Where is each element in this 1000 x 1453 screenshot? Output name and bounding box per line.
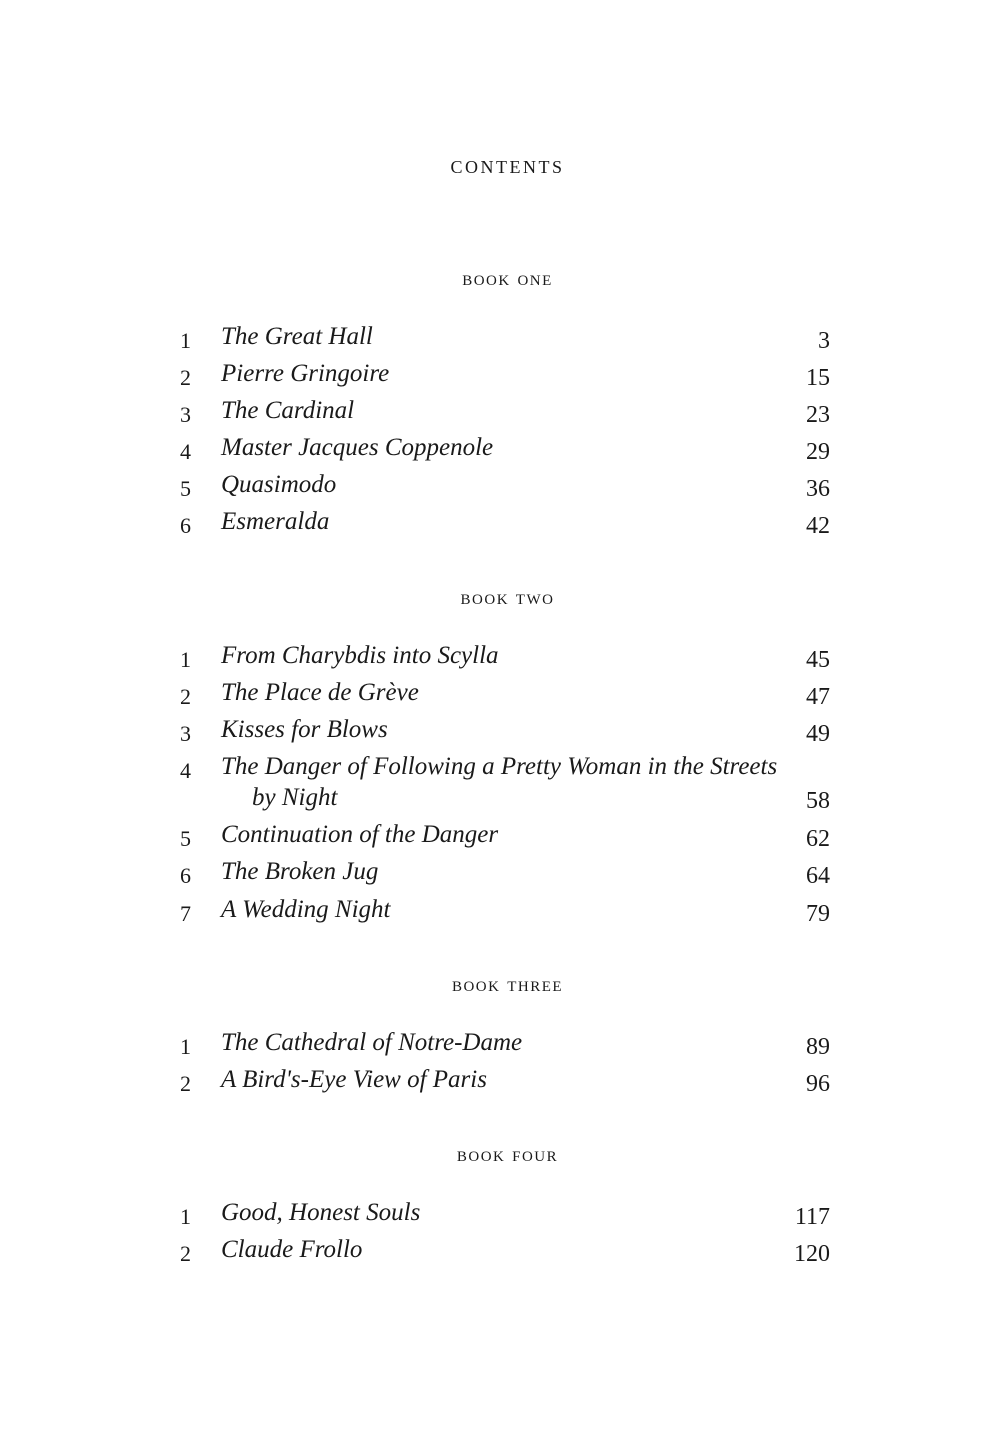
chapter-title: Claude Frollo	[221, 1236, 363, 1263]
chapter-number: 6	[180, 863, 191, 888]
page-number: 42	[806, 513, 830, 539]
chapter-number: 3	[180, 721, 191, 746]
page-title: contents	[450, 152, 565, 179]
toc-entry[interactable]	[180, 715, 830, 745]
page-number: 29	[806, 439, 830, 465]
chapter-title: Quasimodo	[221, 471, 337, 498]
chapter-number: 1	[180, 647, 191, 672]
page-number: 89	[806, 1034, 830, 1060]
chapter-number: 5	[180, 476, 191, 501]
chapter-number: 1	[180, 328, 191, 353]
page-number: 3	[818, 328, 830, 354]
page-number: 64	[806, 863, 830, 889]
chapter-title: Esmeralda	[221, 508, 330, 535]
chapter-title: Continuation of the Danger	[221, 821, 499, 848]
chapter-title: Master Jacques Coppenole	[221, 434, 494, 461]
chapter-title: Good, Honest Souls	[221, 1199, 421, 1226]
toc-entry[interactable]	[180, 1028, 830, 1058]
page-number: 36	[806, 476, 830, 502]
toc-entry[interactable]	[180, 322, 830, 352]
chapter-number: 4	[180, 758, 191, 783]
toc-entry[interactable]	[180, 433, 830, 463]
page-number: 23	[806, 402, 830, 428]
page-number: 15	[806, 365, 830, 391]
chapter-number: 2	[180, 1071, 191, 1096]
toc-entry[interactable]	[180, 1065, 830, 1095]
toc-entry[interactable]	[180, 396, 830, 426]
chapter-number: 1	[180, 1204, 191, 1229]
toc-entry[interactable]	[180, 507, 830, 537]
page-number: 58	[806, 788, 830, 814]
chapter-title-continuation: by Night	[252, 784, 338, 811]
toc-entry[interactable]	[180, 678, 830, 708]
chapter-number: 2	[180, 684, 191, 709]
page-number: 49	[806, 721, 830, 747]
toc-entry[interactable]	[180, 641, 830, 671]
chapter-number: 2	[180, 1241, 191, 1266]
book-heading: book one	[462, 266, 553, 290]
chapter-number: 7	[180, 901, 191, 926]
page-number: 45	[806, 647, 830, 673]
chapter-number: 1	[180, 1034, 191, 1059]
page-number: 120	[794, 1241, 830, 1267]
chapter-title: Kisses for Blows	[221, 716, 388, 743]
chapter-title: From Charybdis into Scylla	[221, 642, 499, 669]
toc-entry[interactable]	[180, 895, 830, 925]
chapter-title: The Place de Grève	[221, 679, 419, 706]
chapter-number: 6	[180, 513, 191, 538]
page-number: 62	[806, 826, 830, 852]
toc-entry[interactable]	[180, 820, 830, 850]
toc-entry[interactable]	[180, 857, 830, 887]
page-number: 96	[806, 1071, 830, 1097]
book-heading: book four	[456, 1142, 559, 1166]
chapter-title: Pierre Gringoire	[221, 360, 390, 387]
chapter-title: The Danger of Following a Pretty Woman in the Streets	[221, 753, 778, 780]
page-number: 47	[806, 684, 830, 710]
chapter-title: A Wedding Night	[221, 896, 391, 923]
chapter-title: The Cathedral of Notre-Dame	[221, 1029, 523, 1056]
chapter-title: The Cardinal	[221, 397, 355, 424]
page-number: 117	[794, 1204, 830, 1230]
chapter-number: 5	[180, 826, 191, 851]
chapter-number: 4	[180, 439, 191, 464]
book-heading: book three	[451, 972, 564, 996]
book-heading: book two	[460, 585, 555, 609]
chapter-title: The Great Hall	[221, 323, 373, 350]
chapter-title: The Broken Jug	[221, 858, 379, 885]
page-number: 79	[806, 901, 830, 927]
toc-entry[interactable]	[180, 752, 830, 814]
toc-entry[interactable]	[180, 1198, 830, 1228]
chapter-number: 2	[180, 365, 191, 390]
toc-entry[interactable]	[180, 470, 830, 500]
chapter-title: A Bird's-Eye View of Paris	[221, 1066, 487, 1093]
toc-entry[interactable]	[180, 359, 830, 389]
toc-entry[interactable]	[180, 1235, 830, 1265]
chapter-number: 3	[180, 402, 191, 427]
